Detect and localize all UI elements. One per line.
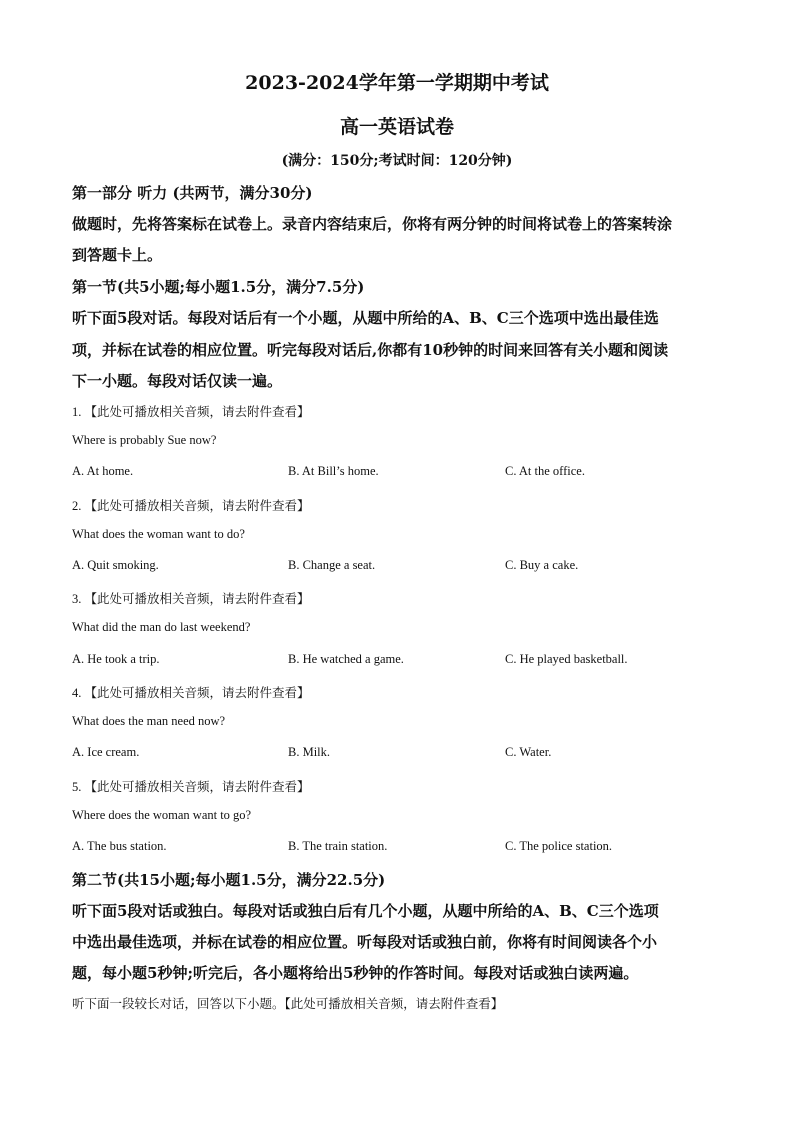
- exam-subject-title: 高一英语试卷: [339, 116, 454, 138]
- question-1-option-a: A. At home.: [72, 464, 134, 478]
- question-1-option-b: B. At Bill’s home.: [288, 464, 379, 478]
- audio-note[interactable]: 【此处可播放相关音频，请去附件查看】: [84, 498, 310, 513]
- question-3-option-c: C. He played basketball.: [505, 652, 628, 666]
- question-1-option-c: C. At the office.: [505, 464, 585, 478]
- question-2-option-c: C. Buy a cake.: [505, 558, 579, 572]
- question-3-audio[interactable]: [72, 589, 310, 607]
- audio-note[interactable]: 【此处可播放相关音频，请去附件查看】: [84, 404, 310, 419]
- question-number: 4.: [72, 686, 82, 700]
- question-3-option-a: A. He took a trip.: [72, 652, 160, 666]
- part1-instruction-line1: 做题时，先将答案标在试卷上。录音内容结束后，你将有两分钟的时间将试卷上的答案转涂: [72, 215, 673, 233]
- exam-title: 2023-2024学年第一学期期中考试: [245, 72, 549, 94]
- question-4-option-b: B. Milk.: [288, 745, 331, 759]
- section1-instruction-line1: 听下面5段对话。每段对话后有一个小题，从题中所给的A、B、C三个选项中选出最佳选: [72, 309, 659, 327]
- exam-score-time: (满分：150分;考试时间：120分钟): [281, 153, 513, 169]
- question-1-text: Where is probably Sue now?: [72, 433, 217, 447]
- question-number: 2.: [72, 499, 82, 513]
- section1-heading: 第一节(共5小题;每小题1.5分，满分7.5分): [72, 278, 365, 296]
- question-number: 3.: [72, 592, 82, 606]
- question-2-option-a: A. Quit smoking.: [72, 558, 159, 572]
- question-5-text: Where does the woman want to go?: [72, 808, 252, 822]
- section2-instruction-line1: 听下面5段对话或独白。每段对话或独白后有几个小题，从题中所给的A、B、C三个选项: [72, 902, 659, 920]
- section2-instruction-line2: 中选出最佳选项，并标在试卷的相应位置。听每段对话或独白前，你将有时间阅读各个小: [72, 933, 658, 951]
- part1-instruction-line2: 到答题卡上。: [72, 246, 163, 264]
- question-number: 5.: [72, 780, 82, 794]
- section2-instruction-line3: 题，每小题5秒钟;听完后，各小题将给出5秒钟的作答时间。每段对话或独白读两遍。: [72, 964, 639, 982]
- audio-note[interactable]: 【此处可播放相关音频，请去附件查看】: [84, 685, 310, 700]
- question-5-option-c: C. The police station.: [505, 839, 613, 853]
- question-3-option-b: B. He watched a game.: [288, 652, 404, 666]
- question-4-audio[interactable]: [72, 683, 310, 701]
- question-4-option-a: A. Ice cream.: [72, 745, 140, 759]
- question-4-text: What does the man need now?: [72, 714, 226, 728]
- section1-instruction-line2: 项，并标在试卷的相应位置。听完每段对话后,你都有10秒钟的时间来回答有关小题和阅读: [72, 341, 669, 359]
- audio-note[interactable]: 【此处可播放相关音频，请去附件查看】: [84, 779, 310, 794]
- question-5-option-b: B. The train station.: [288, 839, 388, 853]
- section1-instruction-line3: 下一小题。每段对话仅读一遍。: [72, 372, 283, 390]
- section2-heading: 第二节(共15小题;每小题1.5分，满分22.5分): [72, 871, 386, 889]
- question-2-option-b: B. Change a seat.: [288, 558, 376, 572]
- question-2-text: What does the woman want to do?: [72, 527, 245, 541]
- question-4-option-c: C. Water.: [505, 745, 552, 759]
- question-5-option-a: A. The bus station.: [72, 839, 167, 853]
- part1-heading: 第一部分 听力 (共两节，满分30分): [72, 184, 313, 202]
- question-3-text: What did the man do last weekend?: [72, 620, 251, 634]
- question-5-audio[interactable]: [72, 777, 310, 795]
- question-1-audio[interactable]: [72, 402, 310, 420]
- question-2-audio[interactable]: [72, 496, 310, 514]
- long-dialogue-audio-note[interactable]: 听下面一段较长对话，回答以下小题。【此处可播放相关音频，请去附件查看】: [72, 996, 504, 1011]
- audio-note[interactable]: 【此处可播放相关音频，请去附件查看】: [84, 591, 310, 606]
- question-number: 1.: [72, 405, 82, 419]
